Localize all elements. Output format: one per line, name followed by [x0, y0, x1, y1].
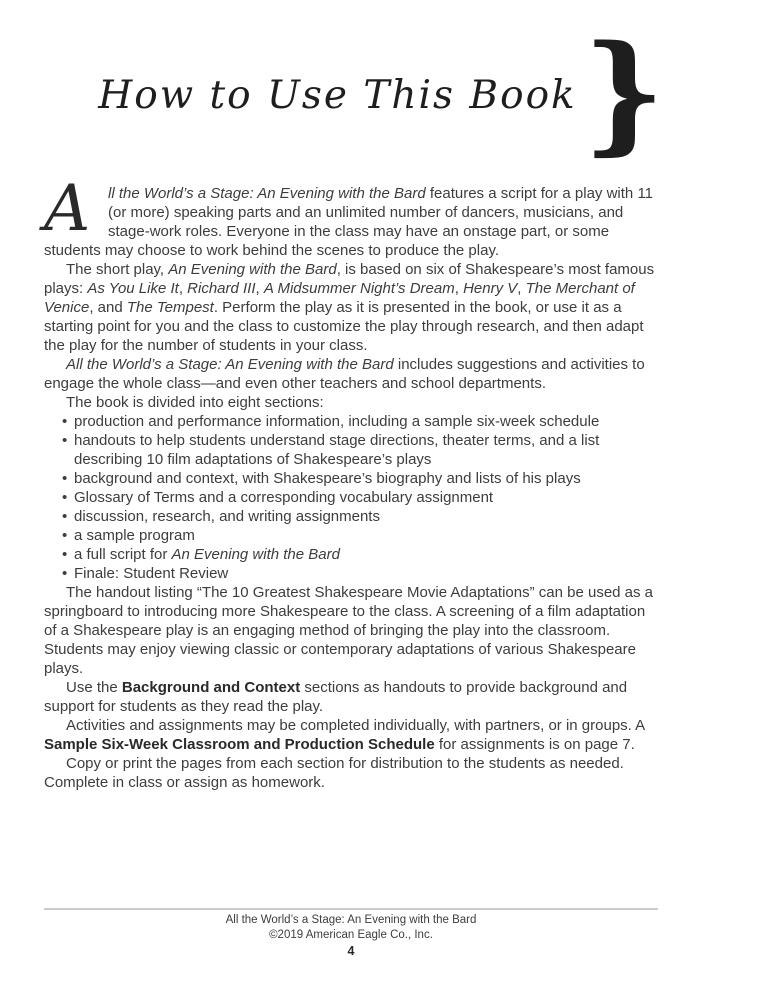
paragraph-text: features a script for a play with 11 (or more) speaking parts and an unlimited number of dancers, musicians, and stage-work roles. Everyone in the class may have an onstage part, or some students may choose to work behind the scenes to produce the play. — [44, 185, 654, 259]
bullet-icon: • — [62, 508, 68, 525]
bullet-text: a full script for — [74, 546, 172, 563]
footer-divider — [44, 908, 658, 910]
body-paragraph-5: The handout listing “The 10 Greatest Shakespeare Movie Adaptations” can be used as a springboard to introducing more Shakespeare to the class. A screening of a film adaptation of a Shakespeare play is an engaging method of bringing the play into the classroom. Students may enjoy viewing classic or contemporary adaptations of various Shakespeare plays. — [44, 584, 654, 677]
play-title-text: The Tempest — [126, 299, 214, 316]
book-title-text: ll the World’s a Stage: An Evening with the Bard — [108, 185, 426, 202]
bullet-icon: • — [62, 546, 68, 563]
paragraph-text: . Perform the play as it is presented in the book, or use it as a starting point for you and the class to customize the play through research, and then adapt the play for the number of students in your class. — [44, 299, 644, 354]
section-bullet-list — [44, 412, 656, 583]
bullet-text: Glossary of Terms and a corresponding vocabulary assignment — [74, 489, 494, 506]
bullet-icon: • — [62, 432, 68, 449]
paragraph-text: , and — [89, 299, 127, 316]
play-title-text: The Merchant of Venice — [44, 280, 635, 316]
bullet-icon: • — [62, 470, 68, 487]
paragraph-text: The short play, — [66, 261, 169, 278]
footer-copyright: ©2019 American Eagle Co., Inc. — [269, 929, 433, 941]
bullet-item — [44, 545, 656, 564]
body-paragraph-1 — [44, 172, 656, 260]
paragraph-text: , — [178, 280, 188, 297]
drop-cap: A — [44, 172, 91, 246]
paragraph-text: includes suggestions and activities to engage the whole class—and even other teachers and school departments. — [44, 356, 645, 392]
footer-book-title: All the World’s a Stage: An Evening with the Bard — [225, 914, 477, 926]
page-footer — [44, 913, 658, 959]
bullet-text: production and performance information, including a sample six-week schedule — [74, 413, 600, 430]
paragraph-text: , — [454, 280, 464, 297]
play-title-text: An Evening with the Bard — [171, 546, 340, 563]
bullet-text: background and context, with Shakespeare’s biography and lists of his plays — [74, 470, 581, 487]
bullet-icon: • — [62, 413, 68, 430]
page-number: 4 — [347, 944, 355, 958]
body-content — [44, 172, 656, 792]
body-paragraph-6 — [44, 678, 656, 716]
body-paragraph-3 — [44, 355, 656, 393]
bullet-text: Finale: Student Review — [74, 565, 229, 582]
bullet-icon: • — [62, 565, 68, 582]
book-title-text: All the World’s a Stage: An Evening with the Bard — [66, 356, 394, 373]
paragraph-text: sections as handouts to provide background and support for students as they read the play. — [44, 679, 628, 715]
play-title-text: Henry V — [463, 280, 518, 297]
bullet-text: a sample program — [74, 527, 195, 544]
play-title-text: A Midsummer Night’s Dream — [263, 280, 455, 297]
bullet-text: discussion, research, and writing assignments — [74, 508, 380, 525]
body-paragraph-7 — [44, 716, 656, 754]
title-brace-icon: } — [582, 18, 665, 168]
play-title-text: As You Like It — [87, 280, 179, 297]
bullet-item — [44, 431, 656, 469]
bullet-item — [44, 526, 656, 545]
bullet-icon: • — [62, 489, 68, 506]
section-name-bold: Background and Context — [121, 679, 301, 696]
body-paragraph-4: The book is divided into eight sections: — [66, 394, 324, 411]
body-paragraph-2 — [44, 260, 656, 355]
paragraph-text: , is based on six of Shakespeare’s most famous plays: — [44, 261, 655, 297]
page-title: How to Use This Book — [98, 72, 577, 118]
body-paragraph-8: Copy or print the pages from each section for distribution to the students as needed. Complete in class or assign as homework. — [44, 755, 624, 791]
paragraph-text: , — [517, 280, 526, 297]
page-header — [0, 18, 773, 168]
bullet-icon: • — [62, 527, 68, 544]
bullet-item — [44, 488, 656, 507]
paragraph-text: Activities and assignments may be completed individually, with partners, or in groups. A — [66, 717, 645, 734]
bullet-item — [44, 564, 656, 583]
play-title-text: Richard III — [187, 280, 256, 297]
play-title-text: An Evening with the Bard — [168, 261, 337, 278]
section-name-bold: Sample Six-Week Classroom and Production Schedule — [44, 736, 435, 753]
paragraph-text: for assignments is on page 7. — [434, 736, 635, 753]
bullet-item — [44, 412, 656, 431]
bullet-text: handouts to help students understand stage directions, theater terms, and a list describing 10 film adaptations of Shakespeare’s plays — [74, 432, 600, 468]
paragraph-text: , — [255, 280, 264, 297]
bullet-item — [44, 507, 656, 526]
bullet-item — [44, 469, 656, 488]
paragraph-text: Use the — [66, 679, 122, 696]
